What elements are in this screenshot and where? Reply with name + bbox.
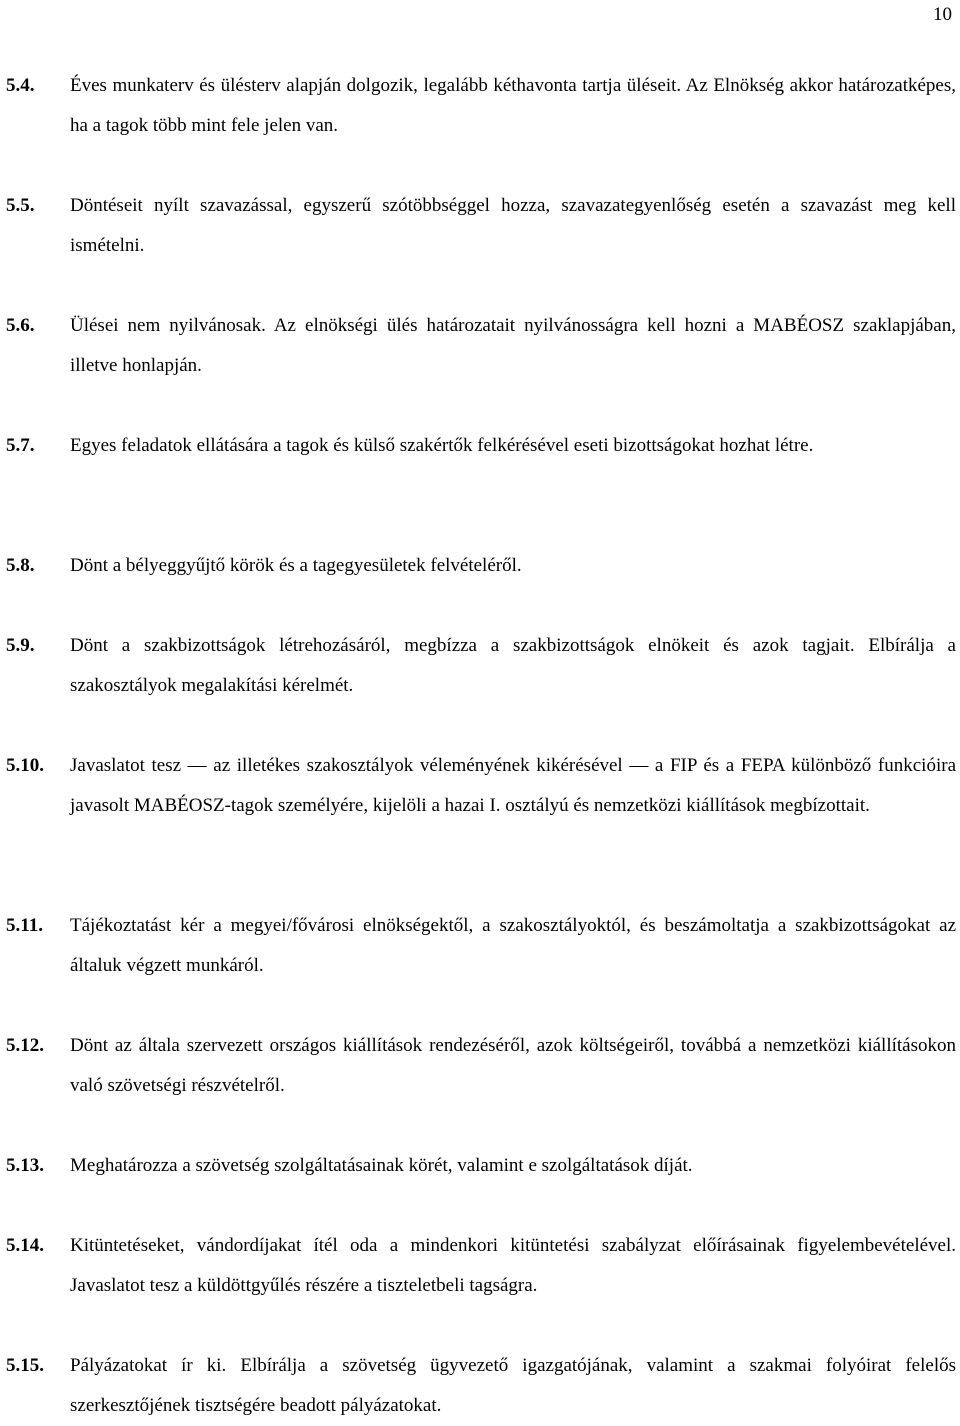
clause-text: Pályázatokat ír ki. Elbírálja a szövetség ügyvezető igazgatójának, valamint a szakmai folyóirat felelős szerkesztőjének tisztségére beadott pályázatokat. [70, 1355, 956, 1416]
clause-5-14 [6, 1226, 956, 1306]
clause-text: Éves munkaterv és ülésterv alapján dolgozik, legalább kéthavonta tartja üléseit. Az Elnökség akkor határozatképes, ha a tagok több mint fele jelen van. [70, 75, 956, 136]
clause-5-12 [6, 1026, 956, 1106]
clause-number: 5.13. [6, 1155, 44, 1176]
clause-text: Dönt az általa szervezett országos kiállítások rendezéséről, azok költségeiről, továbbá a nemzetközi kiállításokon való szövetségi részvételről. [70, 1035, 956, 1096]
clause-number: 5.14. [6, 1235, 44, 1256]
clause-text: Javaslatot tesz ― az illetékes szakosztályok véleményének kikérésével ― a FIP és a FEPA különböző funkcióira javasolt MABÉOSZ-tagok személyére, kijelöli a hazai I. osztályú és nemzetközi kiállítások megbízottait. [70, 755, 956, 816]
clause-number: 5.12. [6, 1035, 44, 1056]
clause-5-8 [6, 546, 956, 586]
clause-5-5 [6, 186, 956, 266]
clause-text: Döntéseit nyílt szavazással, egyszerű szótöbbséggel hozza, szavazategyenlőség esetén a szavazást meg kell ismételni. [70, 195, 956, 256]
clause-5-15 [6, 1346, 956, 1426]
clause-text: Ülései nem nyilvánosak. Az elnökségi ülés határozatait nyilvánosságra kell hozni a MABÉOSZ szaklapjában, illetve honlapján. [70, 315, 956, 376]
clause-text: Dönt a bélyeggyűjtő körök és a tagegyesületek felvételéről. [70, 555, 522, 576]
clause-number: 5.4. [6, 75, 35, 96]
clause-number: 5.15. [6, 1355, 44, 1376]
clause-number: 5.7. [6, 435, 35, 456]
clause-5-11 [6, 906, 956, 986]
clause-5-9 [6, 626, 956, 706]
clause-5-7 [6, 426, 956, 466]
clause-number: 5.5. [6, 195, 35, 216]
clause-number: 5.10. [6, 755, 44, 776]
clause-number: 5.11. [6, 915, 43, 936]
clause-5-13 [6, 1146, 956, 1186]
clause-5-10 [6, 746, 956, 826]
clause-text: Tájékoztatást kér a megyei/fővárosi elnökségektől, a szakosztályoktól, és beszámoltatja a szakbizottságokat az általuk végzett munkáról. [70, 915, 956, 976]
clause-text: Egyes feladatok ellátására a tagok és külső szakértők felkérésével eseti bizottságokat hozhat létre. [70, 435, 814, 456]
clause-number: 5.9. [6, 635, 35, 656]
clause-text: Kitüntetéseket, vándordíjakat ítél oda a mindenkori kitüntetési szabályzat előírásainak figyelembevételével. Javaslatot tesz a küldöttgyűlés részére a tiszteletbeli tagságra. [70, 1235, 956, 1296]
clause-5-4 [6, 66, 956, 146]
clause-5-6 [6, 306, 956, 386]
clause-number: 5.6. [6, 315, 35, 336]
clause-text: Dönt a szakbizottságok létrehozásáról, megbízza a szakbizottságok elnökeit és azok tagjait. Elbírálja a szakosztályok megalakítási kérelmét. [70, 635, 956, 696]
page-number: 10 [933, 4, 952, 25]
clause-number: 5.8. [6, 555, 35, 576]
clause-text: Meghatározza a szövetség szolgáltatásainak körét, valamint e szolgáltatások díját. [70, 1155, 693, 1176]
